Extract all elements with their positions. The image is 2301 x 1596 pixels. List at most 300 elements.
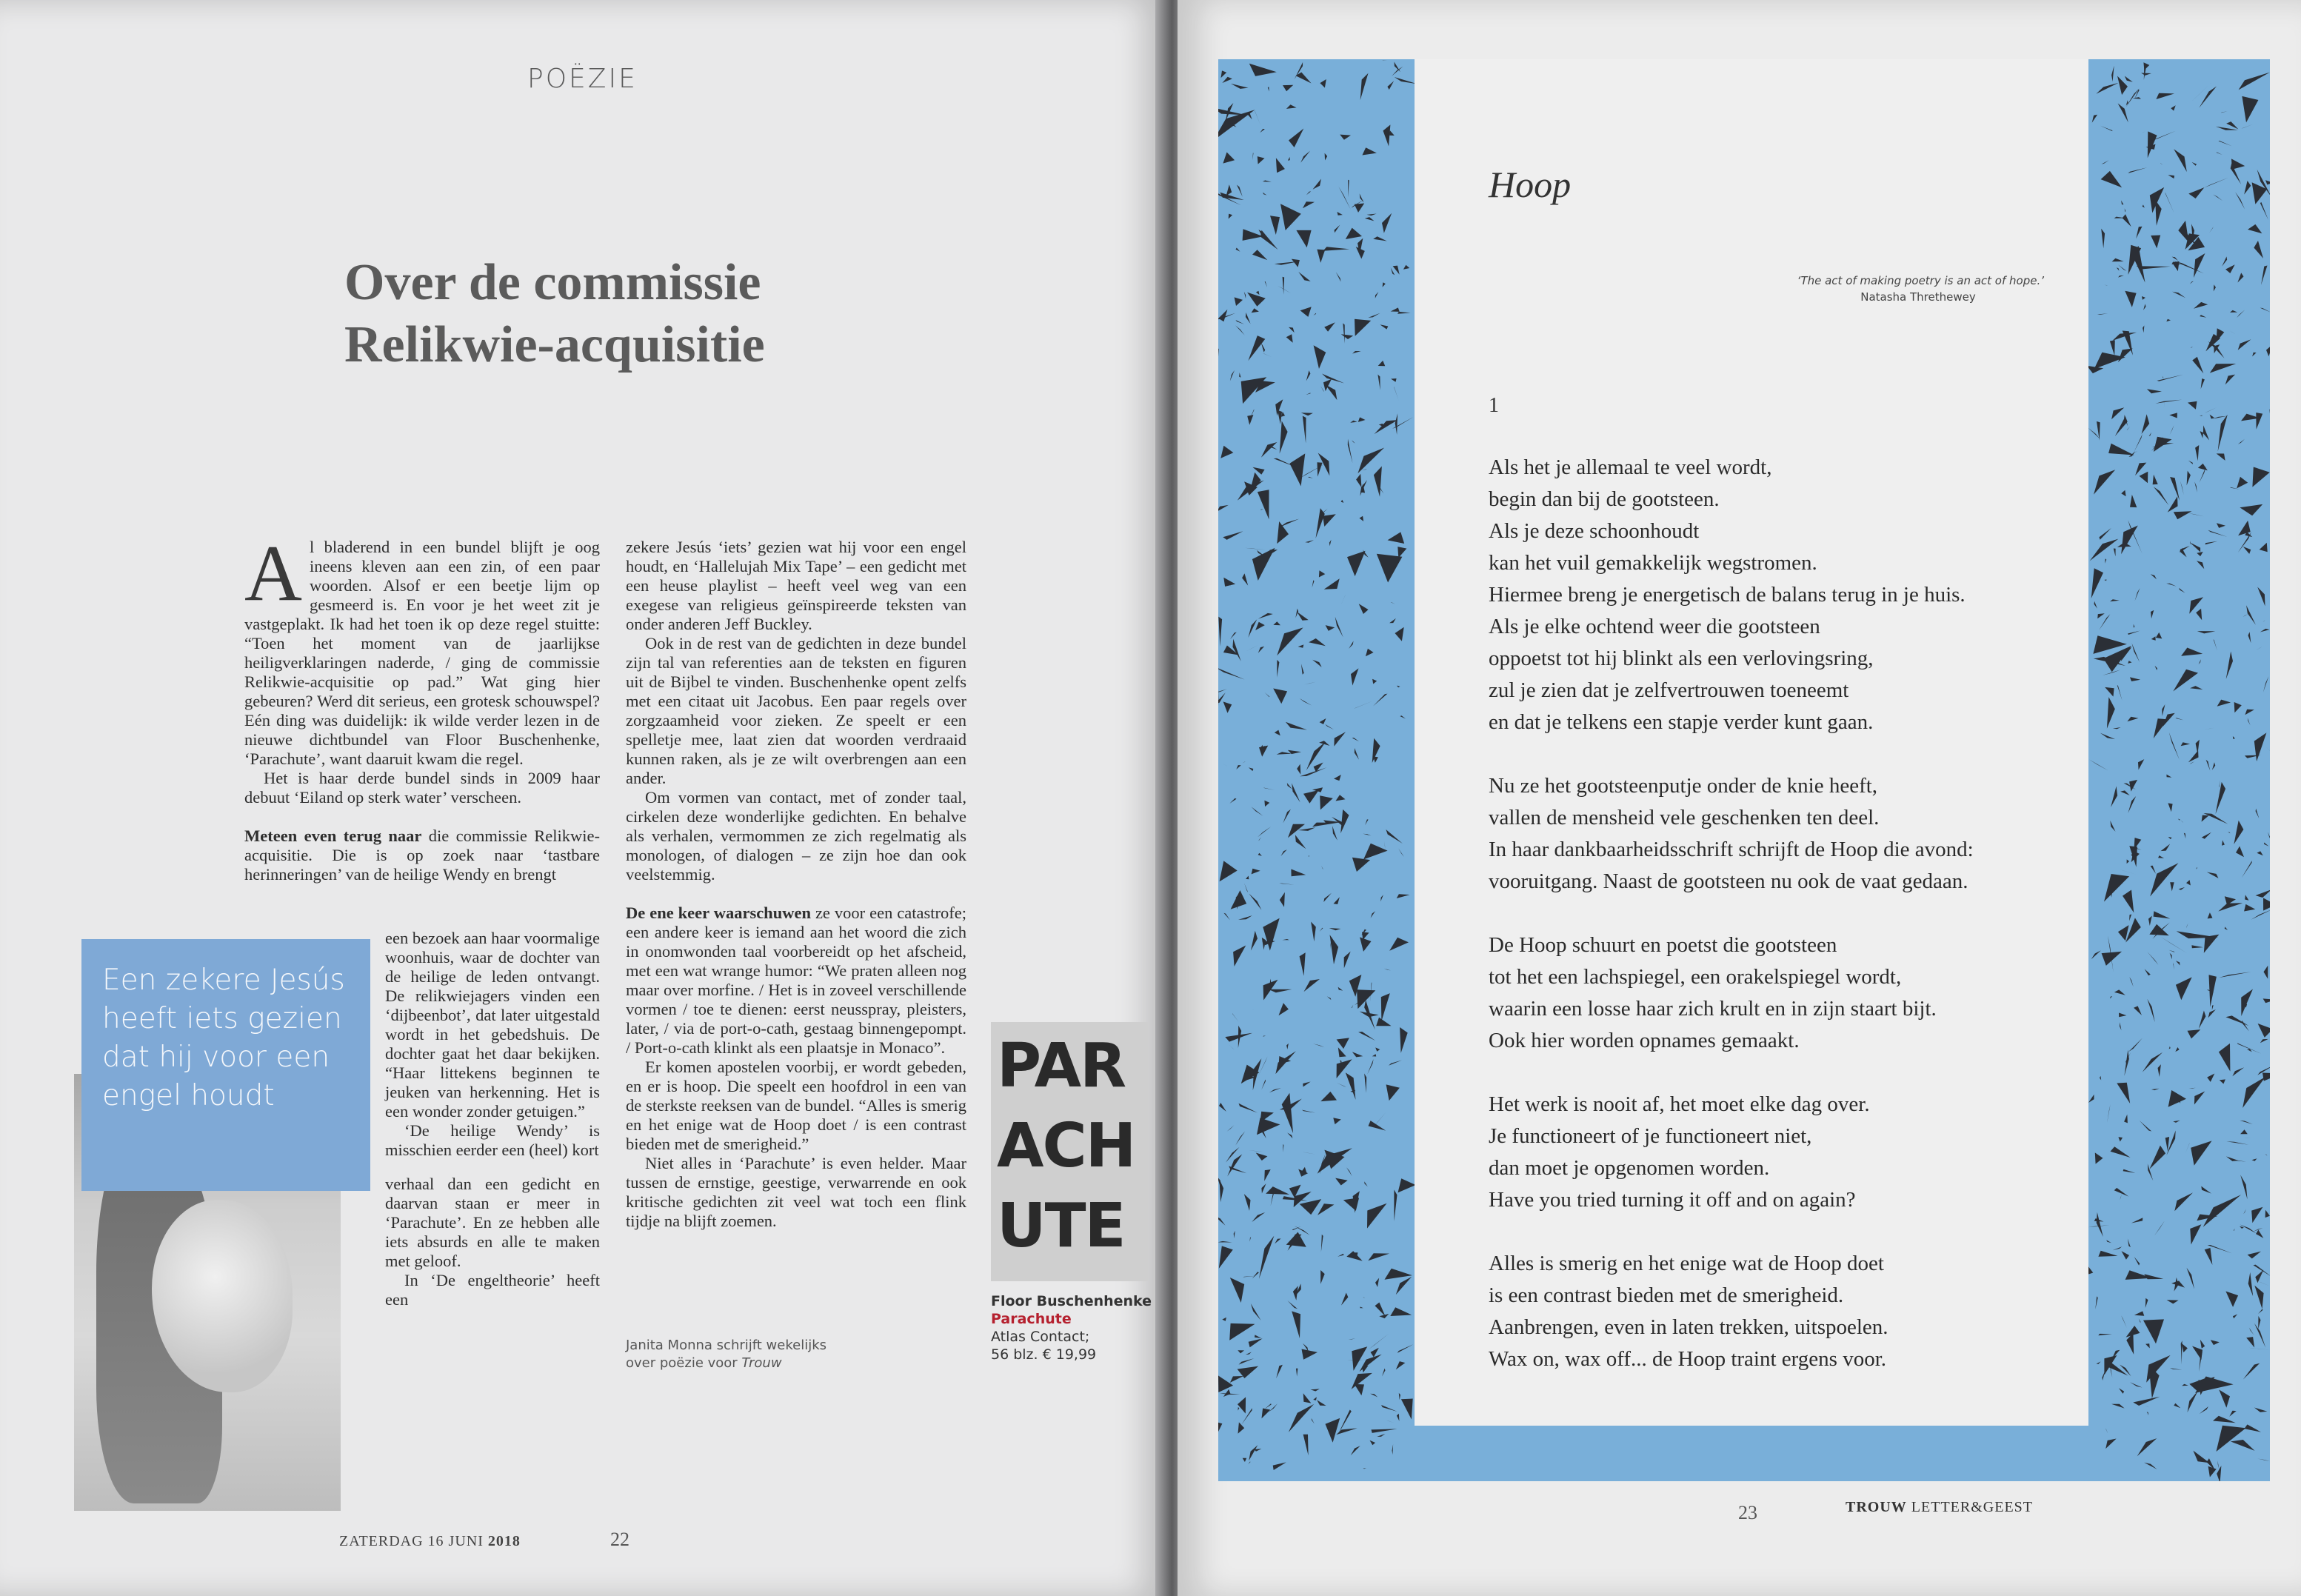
pattern-shard xyxy=(2254,1323,2265,1348)
pattern-shard xyxy=(2190,686,2203,690)
pattern-shard xyxy=(2121,1315,2127,1328)
pattern-shard xyxy=(2154,1221,2165,1235)
pattern-shard xyxy=(1265,1403,1272,1409)
pattern-shard xyxy=(1352,1052,1363,1057)
pattern-shard xyxy=(2134,1257,2140,1266)
pattern-shard xyxy=(1233,639,1241,661)
pattern-shard xyxy=(2251,1207,2262,1223)
pattern-shard xyxy=(2219,1044,2231,1072)
pattern-shard xyxy=(2236,847,2244,858)
pattern-shard xyxy=(1282,1093,1293,1133)
pattern-shard xyxy=(1226,184,1232,196)
article-column-1-tail xyxy=(385,1175,600,1309)
pattern-shard xyxy=(1245,548,1266,550)
pattern-shard xyxy=(1261,1183,1266,1193)
pattern-shard xyxy=(1381,993,1390,1021)
pattern-shard xyxy=(2105,687,2114,697)
pattern-shard xyxy=(2130,495,2137,507)
pattern-shard xyxy=(1334,897,1340,904)
pattern-shard xyxy=(1384,841,1386,849)
pattern-shard xyxy=(1249,767,1253,771)
pattern-shard xyxy=(1346,1072,1356,1100)
pattern-shard xyxy=(2214,639,2217,651)
pattern-shard xyxy=(2134,434,2143,452)
pattern-shard xyxy=(1247,293,1266,307)
pattern-shard xyxy=(2265,1154,2267,1155)
pattern-shard xyxy=(2190,542,2200,552)
pattern-shard xyxy=(2120,869,2137,875)
pattern-shard xyxy=(1375,292,1379,298)
pattern-shard xyxy=(2199,1011,2206,1029)
pattern-shard xyxy=(1321,866,1323,869)
pattern-shard xyxy=(2269,409,2270,415)
pattern-shard xyxy=(2154,911,2171,918)
pattern-shard xyxy=(1263,787,1275,789)
pattern-shard xyxy=(2160,937,2187,953)
pattern-shard xyxy=(1351,1446,1360,1455)
pattern-shard xyxy=(1301,413,1313,415)
pattern-shard xyxy=(2220,1079,2225,1084)
pattern-shard xyxy=(2261,266,2267,285)
pattern-shard xyxy=(1304,682,1316,685)
pattern-shard xyxy=(1329,540,1332,547)
pattern-shard xyxy=(2139,1318,2141,1323)
byline-line: Janita Monna schrijft wekelijks xyxy=(626,1338,827,1353)
pattern-shard xyxy=(1341,500,1344,503)
pattern-shard xyxy=(1360,516,1364,521)
pattern-shard xyxy=(1289,129,1303,148)
pattern-shard xyxy=(2260,1282,2270,1286)
pattern-shard xyxy=(2184,833,2186,839)
pattern-shard xyxy=(1337,1254,1343,1257)
pattern-shard xyxy=(2208,1245,2232,1253)
pattern-shard xyxy=(1335,617,1343,638)
pattern-shard xyxy=(2160,163,2163,164)
pattern-shard xyxy=(2202,832,2211,839)
pattern-shard xyxy=(1222,77,1232,83)
pattern-shard xyxy=(2100,528,2111,540)
pattern-shard xyxy=(1382,1369,1386,1377)
pattern-shard xyxy=(2211,1340,2220,1345)
pattern-shard xyxy=(2174,511,2192,519)
pattern-shard xyxy=(2235,192,2245,209)
pattern-shard xyxy=(2147,389,2162,393)
pattern-shard xyxy=(1260,129,1265,133)
pattern-shard xyxy=(2214,284,2216,291)
pattern-shard xyxy=(1312,823,1338,827)
pattern-shard xyxy=(1341,1293,1348,1306)
pattern-shard xyxy=(1306,370,1311,381)
pattern-shard xyxy=(1218,1375,1233,1392)
pattern-shard xyxy=(2187,471,2191,486)
pattern-shard xyxy=(2187,1268,2195,1289)
pattern-shard xyxy=(2147,952,2158,965)
pattern-shard xyxy=(2166,775,2171,778)
pattern-shard xyxy=(1255,1335,1261,1338)
pattern-shard xyxy=(2133,452,2137,453)
pattern-shard xyxy=(1229,798,1236,804)
pattern-shard xyxy=(2104,579,2106,581)
pattern-shard xyxy=(1352,1005,1354,1008)
pattern-shard xyxy=(1232,1013,1238,1021)
pattern-shard xyxy=(1337,1083,1346,1087)
pattern-shard xyxy=(2245,895,2248,900)
paragraph xyxy=(626,904,966,1058)
pattern-shard xyxy=(1334,732,1346,747)
pattern-shard xyxy=(2124,1049,2128,1076)
pattern-shard xyxy=(2194,302,2208,309)
pattern-shard xyxy=(1296,230,1311,247)
pattern-shard xyxy=(1355,204,1365,213)
pattern-shard xyxy=(2191,1141,2211,1165)
pattern-shard xyxy=(2219,1389,2230,1407)
pattern-shard xyxy=(1273,621,1280,625)
pattern-shard xyxy=(2117,685,2123,700)
pattern-shard xyxy=(1248,1462,1250,1465)
pattern-shard xyxy=(2217,453,2225,461)
pattern-shard xyxy=(2118,348,2133,362)
pattern-shard xyxy=(2134,1006,2142,1015)
pattern-shard xyxy=(1252,1005,1257,1021)
poem-stanza xyxy=(1489,770,2096,898)
pattern-shard xyxy=(2252,353,2257,357)
pattern-shard xyxy=(2107,1104,2111,1123)
pattern-shard xyxy=(1289,327,1295,333)
pattern-shard xyxy=(2130,1382,2143,1387)
pattern-shard xyxy=(2217,1466,2221,1481)
pattern-shard xyxy=(1223,1389,1231,1397)
pattern-shard xyxy=(2128,1038,2143,1052)
pattern-shard xyxy=(1368,1253,1389,1261)
poem-line: en dat je telkens een stapje verder kunt gaan. xyxy=(1489,710,1874,734)
pattern-shard xyxy=(1275,730,1280,736)
pattern-shard xyxy=(1243,1458,1247,1462)
pattern-shard xyxy=(2228,832,2230,833)
pattern-shard xyxy=(2149,1146,2165,1169)
poem-body xyxy=(1489,452,2096,1407)
pattern-shard xyxy=(1335,795,1345,801)
pattern-shard xyxy=(1380,324,1388,329)
pattern-shard xyxy=(1253,1058,1262,1090)
pattern-shard xyxy=(2242,1021,2249,1032)
pattern-shard xyxy=(1238,1407,1240,1411)
pattern-shard xyxy=(2188,1029,2201,1038)
pattern-shard xyxy=(1321,1235,1323,1252)
pattern-shard xyxy=(1303,1082,1310,1087)
pattern-shard xyxy=(2132,643,2140,662)
pattern-shard xyxy=(2197,631,2216,633)
pattern-shard xyxy=(2254,1286,2263,1309)
pattern-shard xyxy=(2263,898,2270,910)
pattern-shard xyxy=(1397,686,1400,688)
pattern-shard xyxy=(1277,660,1279,678)
pattern-shard xyxy=(2216,782,2226,814)
pattern-shard xyxy=(1219,1246,1233,1268)
pattern-shard xyxy=(2243,614,2248,617)
pattern-shard xyxy=(1221,70,1227,78)
pattern-shard xyxy=(2118,104,2128,123)
pattern-shard xyxy=(1287,1133,1292,1139)
pattern-shard xyxy=(1325,153,1328,161)
pattern-shard xyxy=(1400,1027,1408,1053)
pattern-shard xyxy=(2240,1121,2253,1124)
pattern-shard xyxy=(2174,1192,2193,1211)
paragraph: verhaal dan een gedicht en daarvan staan er meer in ‘Parachute’. En ze hebben alle iets absurds en alle te maken met geloof. xyxy=(385,1175,600,1270)
pattern-shard xyxy=(2151,574,2157,579)
pattern-shard xyxy=(1223,913,1230,921)
masthead-section: LETTER&GEEST xyxy=(1906,1499,2033,1515)
pattern-shard xyxy=(1220,1179,1224,1202)
pattern-shard xyxy=(1252,807,1263,816)
pattern-shard xyxy=(2257,647,2262,650)
paragraph: Er komen apostelen voorbij, er wordt gebeden, en er is hoop. Die speelt een hoofdrol in een van de sterkste reeksen van de bundel. “Alles is smerig en het enige wat de Hoop doet / is een contrast bieden met de smerigheid.” xyxy=(626,1058,966,1153)
pattern-shard xyxy=(1356,474,1361,488)
pattern-shard xyxy=(1300,698,1312,706)
pattern-shard xyxy=(2158,855,2164,858)
pattern-shard xyxy=(1252,869,1260,875)
pattern-shard xyxy=(2242,1077,2265,1108)
pattern-shard xyxy=(1238,1422,1245,1433)
pattern-shard xyxy=(1255,110,1260,126)
pattern-shard xyxy=(2101,229,2105,249)
pattern-shard xyxy=(2244,181,2251,195)
pattern-shard xyxy=(2145,1343,2150,1348)
pattern-shard xyxy=(1365,819,1368,825)
pattern-shard xyxy=(1229,1323,1255,1340)
pattern-shard xyxy=(1270,216,1280,235)
pattern-shard xyxy=(1397,312,1411,314)
pattern-shard xyxy=(2172,292,2185,298)
pattern-shard xyxy=(1312,660,1322,667)
pattern-shard xyxy=(1230,370,1235,381)
pattern-shard xyxy=(2117,267,2120,270)
pattern-shard xyxy=(1252,308,1259,313)
poem-stanza xyxy=(1489,929,2096,1057)
pattern-shard xyxy=(2155,400,2182,404)
pattern-shard xyxy=(1277,521,1289,544)
pattern-shard xyxy=(1261,342,1266,353)
pattern-shard xyxy=(1256,1153,1268,1161)
pattern-shard xyxy=(1375,1047,1380,1051)
pattern-shard xyxy=(1286,722,1307,730)
pattern-shard xyxy=(2096,83,2118,94)
pattern-shard xyxy=(1374,467,1382,497)
pattern-shard xyxy=(1334,775,1341,781)
pattern-shard xyxy=(1264,801,1269,807)
pattern-shard xyxy=(2127,859,2129,864)
pattern-shard xyxy=(2129,977,2133,986)
pattern-shard xyxy=(1350,421,1357,423)
pattern-shard xyxy=(1251,931,1258,951)
pattern-shard xyxy=(1336,1428,1357,1435)
pattern-shard xyxy=(2137,1438,2157,1456)
pattern-shard xyxy=(2195,445,2199,461)
pattern-shard xyxy=(2268,832,2270,847)
pattern-shard xyxy=(2191,945,2203,948)
pattern-shard xyxy=(2144,1274,2163,1279)
pattern-shard xyxy=(1249,1237,1251,1242)
pattern-shard xyxy=(2188,401,2197,410)
pattern-shard xyxy=(1320,795,1333,809)
pattern-shard xyxy=(2256,413,2262,430)
pattern-shard xyxy=(1248,335,1265,361)
pattern-shard xyxy=(1396,1277,1412,1295)
pattern-shard xyxy=(1376,1018,1391,1026)
pattern-shard xyxy=(2168,1090,2186,1107)
pattern-shard xyxy=(1244,292,1246,298)
pattern-shard xyxy=(1339,187,1351,210)
pattern-shard xyxy=(2249,1328,2254,1335)
pattern-shard xyxy=(1320,1270,1325,1284)
pattern-shard xyxy=(2148,916,2152,926)
pattern-shard xyxy=(1235,1132,1245,1146)
pattern-shard xyxy=(1286,1044,1289,1049)
pattern-shard xyxy=(2148,131,2157,158)
pattern-shard xyxy=(2242,124,2254,129)
pattern-shard xyxy=(1360,193,1364,202)
pattern-shard xyxy=(1332,817,1342,826)
pattern-shard xyxy=(2170,882,2174,891)
pattern-shard xyxy=(2196,867,2197,869)
pattern-shard xyxy=(1218,1241,1232,1243)
pattern-shard xyxy=(2242,861,2252,878)
pattern-shard xyxy=(2196,609,2202,621)
pattern-shard xyxy=(1358,417,1366,422)
pattern-shard xyxy=(1239,373,1240,378)
pattern-shard xyxy=(2176,977,2192,1000)
pattern-shard xyxy=(2178,819,2180,821)
pattern-shard xyxy=(2115,416,2128,436)
pattern-shard xyxy=(1236,248,1240,252)
pattern-shard xyxy=(2245,709,2254,715)
pattern-shard xyxy=(2257,851,2262,855)
pattern-shard xyxy=(1360,1306,1363,1308)
pattern-shard xyxy=(2199,659,2201,664)
pattern-shard xyxy=(1369,1334,1389,1349)
pattern-shard xyxy=(2173,1121,2180,1123)
pattern-shard xyxy=(1261,1080,1266,1090)
pattern-shard xyxy=(2213,1416,2236,1423)
pattern-shard xyxy=(1280,204,1301,230)
pattern-shard xyxy=(1346,228,1362,239)
pattern-shard xyxy=(1338,1047,1346,1057)
pattern-shard xyxy=(2110,821,2115,832)
pattern-shard xyxy=(1398,849,1404,858)
page-number: 23 xyxy=(1738,1502,1757,1523)
pattern-shard xyxy=(2266,344,2270,356)
pattern-shard xyxy=(2244,904,2255,912)
pattern-shard xyxy=(2197,552,2203,556)
pattern-shard xyxy=(2188,461,2193,464)
pattern-shard xyxy=(2092,115,2097,123)
pattern-shard xyxy=(2199,87,2217,108)
pattern-shard xyxy=(1256,291,1260,295)
headline-line-1: Over de commissie xyxy=(344,254,761,311)
pattern-shard xyxy=(1218,689,1227,693)
pattern-shard xyxy=(1263,181,1272,182)
pattern-shard xyxy=(1320,928,1323,932)
pattern-shard xyxy=(2194,1092,2205,1105)
poem-stanza xyxy=(1489,1089,2096,1216)
pattern-shard xyxy=(1397,547,1406,558)
pattern-shard xyxy=(2230,310,2237,313)
pattern-shard xyxy=(2121,201,2123,205)
pattern-shard xyxy=(2133,1397,2160,1406)
pattern-shard xyxy=(1305,540,1314,543)
pattern-shard xyxy=(1258,647,1264,653)
pattern-shard xyxy=(2128,1239,2131,1248)
pattern-shard xyxy=(2113,333,2137,341)
pattern-shard xyxy=(2200,1406,2208,1414)
pattern-shard xyxy=(2168,175,2174,178)
pattern-shard xyxy=(1352,440,1355,444)
pattern-shard xyxy=(1327,996,1332,1000)
pattern-shard xyxy=(1303,201,1315,208)
poem-line: De Hoop schuurt en poetst die gootsteen xyxy=(1489,933,1837,957)
pattern-shard xyxy=(1296,73,1312,84)
pattern-shard xyxy=(2255,1270,2263,1283)
book-publisher: Atlas Contact; xyxy=(991,1329,1090,1345)
pattern-shard xyxy=(1375,420,1398,434)
pattern-shard xyxy=(1320,1092,1337,1101)
pattern-shard xyxy=(2100,126,2112,131)
pattern-shard xyxy=(1263,193,1267,196)
pattern-shard xyxy=(1246,876,1249,880)
pattern-shard xyxy=(2248,1272,2254,1296)
pattern-shard xyxy=(2260,202,2268,220)
pattern-shard xyxy=(1303,1435,1309,1456)
pull-quote: Een zekere Jesús heeft iets gezien dat hij voor een engel houdt xyxy=(81,939,370,1191)
pattern-shard xyxy=(2154,487,2169,505)
pattern-shard xyxy=(1303,416,1306,444)
pattern-shard xyxy=(2186,924,2188,929)
pattern-shard xyxy=(2118,925,2129,941)
pattern-shard xyxy=(2225,1015,2248,1026)
pattern-shard xyxy=(2145,969,2151,975)
pattern-shard xyxy=(1258,1056,1267,1075)
pattern-shard xyxy=(2110,996,2112,999)
page-number: 22 xyxy=(610,1529,629,1550)
masthead xyxy=(1846,1499,2033,1516)
pattern-shard xyxy=(1313,179,1321,190)
pattern-shard xyxy=(1252,467,1264,475)
pattern-shard xyxy=(2144,1463,2157,1469)
pattern-shard xyxy=(1258,837,1261,841)
pattern-shard xyxy=(1258,156,1265,164)
pattern-shard xyxy=(1403,265,1409,270)
pattern-shard xyxy=(1218,690,1219,707)
cover-title xyxy=(997,1026,1145,1266)
pattern-shard xyxy=(1372,1429,1397,1433)
pattern-shard xyxy=(1257,1118,1280,1135)
pattern-shard xyxy=(1297,764,1300,775)
pattern-shard xyxy=(2169,732,2180,761)
pattern-shard xyxy=(2140,1121,2152,1132)
pattern-shard xyxy=(2201,378,2205,389)
pattern-shard xyxy=(1273,689,1287,704)
pattern-shard xyxy=(2123,214,2131,227)
pattern-shard xyxy=(2154,718,2168,738)
pattern-shard xyxy=(2186,880,2191,885)
pattern-shard xyxy=(2248,1348,2270,1350)
pattern-shard xyxy=(2147,999,2154,1022)
pattern-shard xyxy=(1302,1152,1316,1154)
pattern-shard xyxy=(1358,1032,1375,1041)
pattern-shard xyxy=(2157,375,2184,381)
pattern-shard xyxy=(2131,1218,2143,1223)
pattern-shard xyxy=(2098,1334,2112,1335)
pattern-shard xyxy=(2153,475,2158,485)
